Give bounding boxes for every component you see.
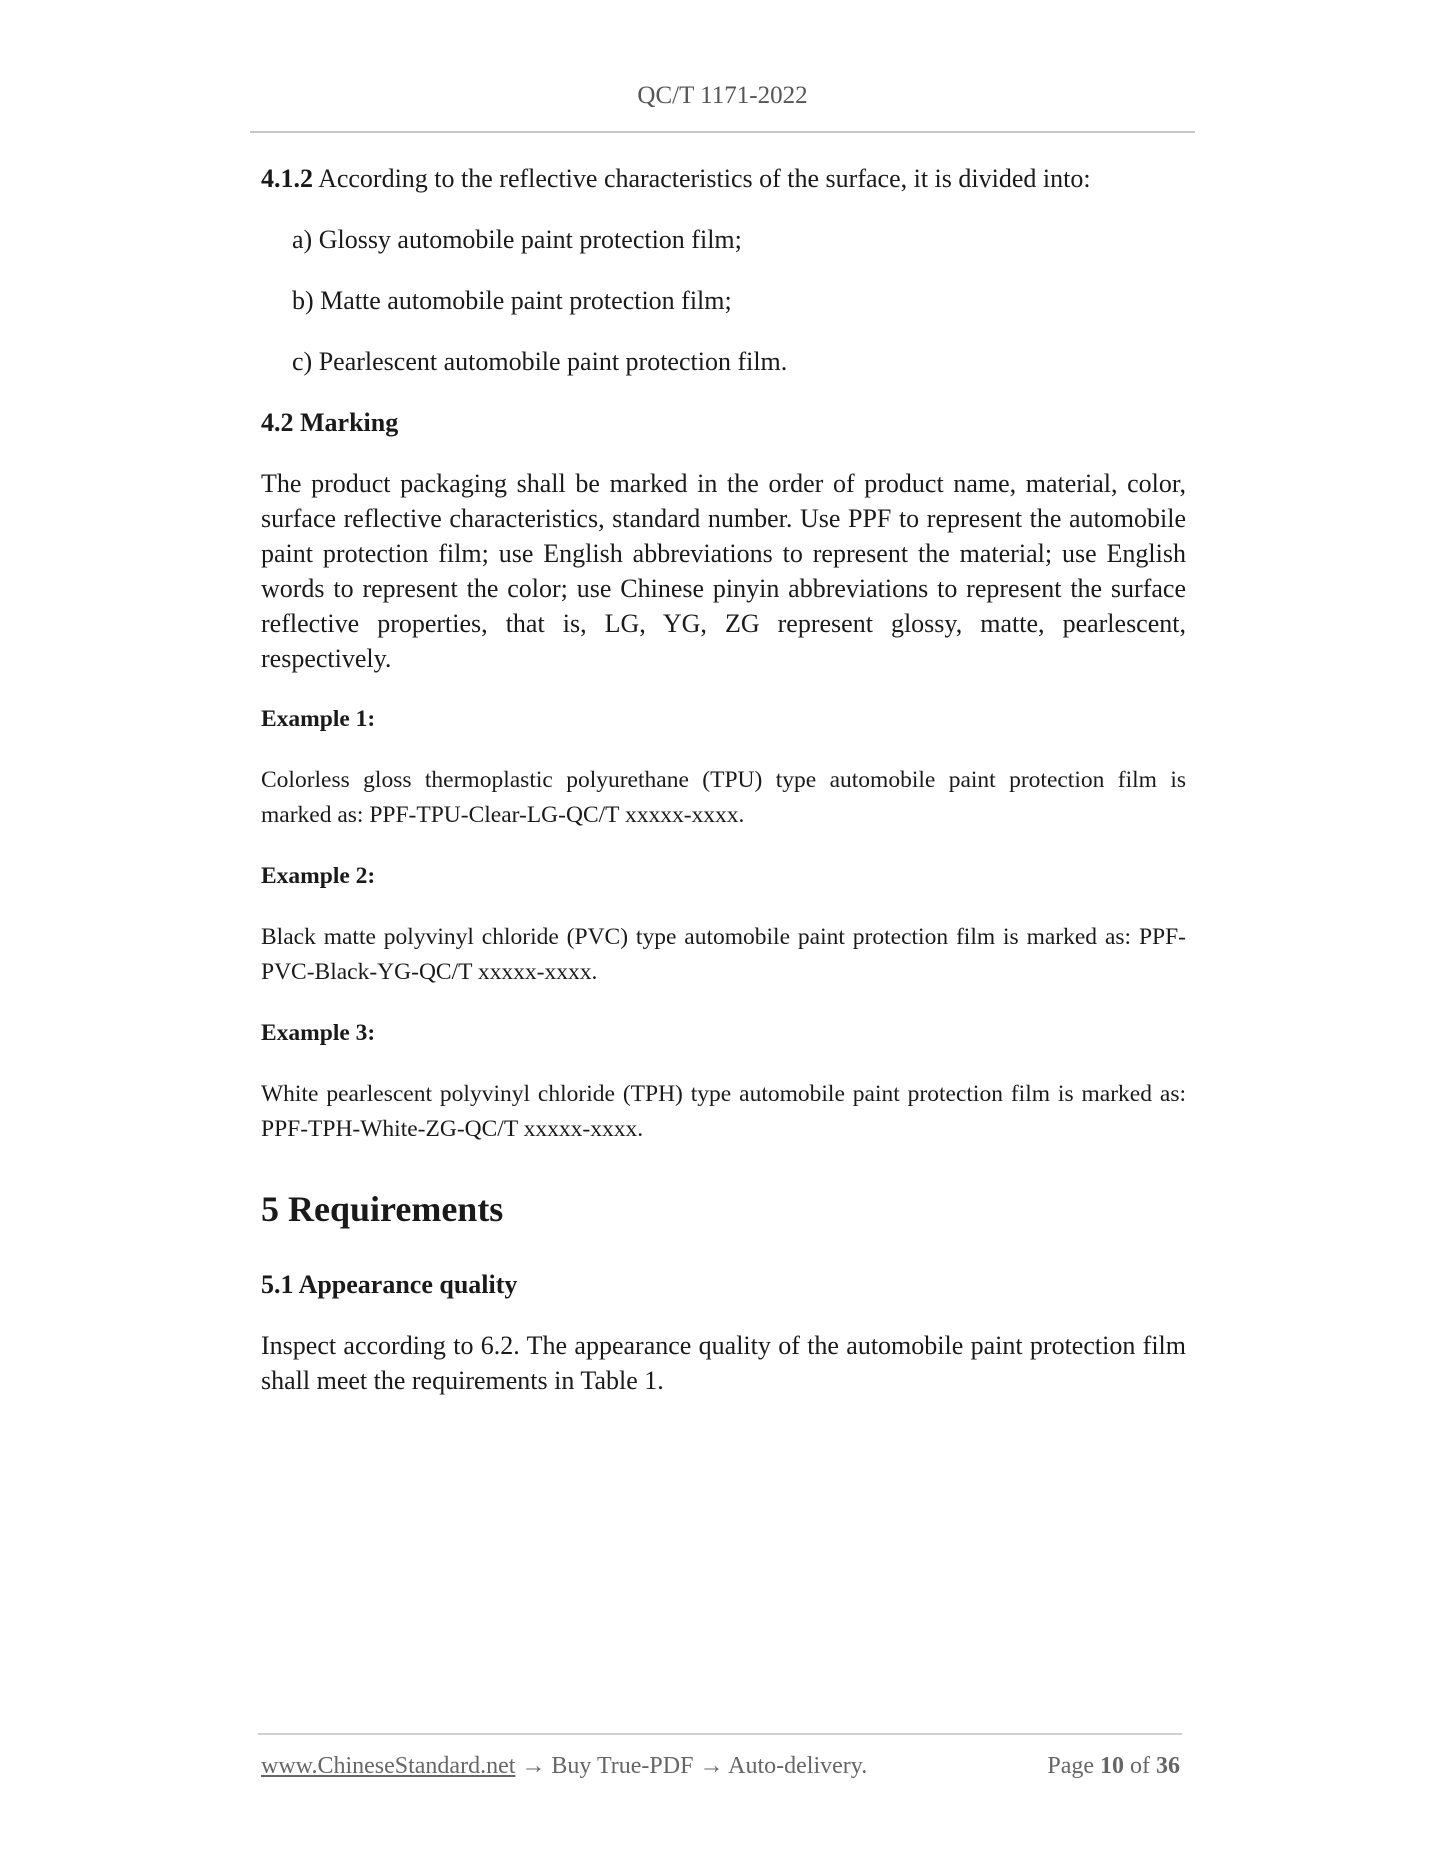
current-page: 10 [1100, 1753, 1124, 1779]
section-text: According to the reflective characteristics of the surface, it is divided into: [313, 164, 1091, 193]
document-header-title: QC/T 1171-2022 [637, 82, 808, 109]
footer-links [261, 1749, 867, 1783]
section-4-2-heading: 4.2 Marking [261, 408, 399, 437]
example-text: Colorless gloss thermoplastic polyurethane (TPU) type automobile paint protection film is marked as: PPF-TPU-Clear-LG-QC/T xxxxx-xxxx. [261, 767, 1186, 828]
marking-paragraph: The product packaging shall be marked in the order of product name, material, color, surface reflective characteristics, standard number. Use PPF to represent the automobile paint protection film; use English abbreviations to represent the material; use English words to represent the color; use Chinese pinyin abbreviations to represent the surface reflective properties, that is, LG, YG, ZG represent glossy, matte, pearlescent, respectively. [261, 469, 1186, 673]
buy-true-pdf-text: Buy True-PDF [551, 1753, 694, 1779]
header-divider [250, 131, 1195, 133]
example-text: Black matte polyvinyl chloride (PVC) type automobile paint protection film is marked as: PPF-PVC-Black-YG-QC/T xxxxx-xxxx. [261, 924, 1186, 985]
footer-divider [258, 1733, 1182, 1735]
total-pages: 36 [1156, 1753, 1180, 1779]
example-label: Example 1: [261, 706, 376, 732]
section-number: 4.1.2 [261, 164, 313, 193]
page-number [1025, 1749, 1180, 1783]
list-item: a) Glossy automobile paint protection film; [292, 225, 742, 254]
page-label: Page [1047, 1753, 1094, 1779]
page-content [261, 155, 1186, 1398]
section-4-1-2-paragraph [261, 161, 1186, 196]
arrow-right-icon: → [699, 1753, 724, 1779]
of-label: of [1130, 1753, 1150, 1779]
example-text: White pearlescent polyvinyl chloride (TPH) type automobile paint protection film is marked as: PPF-TPH-White-ZG-QC/T xxxxx-xxxx. [261, 1081, 1186, 1142]
section-5-heading: 5 Requirements [261, 1189, 504, 1229]
section-5-1-heading: 5.1 Appearance quality [261, 1270, 518, 1299]
auto-delivery-text: Auto-delivery. [728, 1753, 868, 1779]
list-item: c) Pearlescent automobile paint protection film. [292, 347, 788, 376]
appearance-paragraph: Inspect according to 6.2. The appearance quality of the automobile paint protection film shall meet the requirements in Table 1. [261, 1331, 1186, 1395]
arrow-right-icon: → [521, 1753, 546, 1779]
website-link[interactable]: www.ChineseStandard.net [261, 1753, 516, 1779]
example-label: Example 3: [261, 1020, 376, 1046]
example-label: Example 2: [261, 863, 376, 889]
list-item: b) Matte automobile paint protection film; [292, 286, 732, 315]
